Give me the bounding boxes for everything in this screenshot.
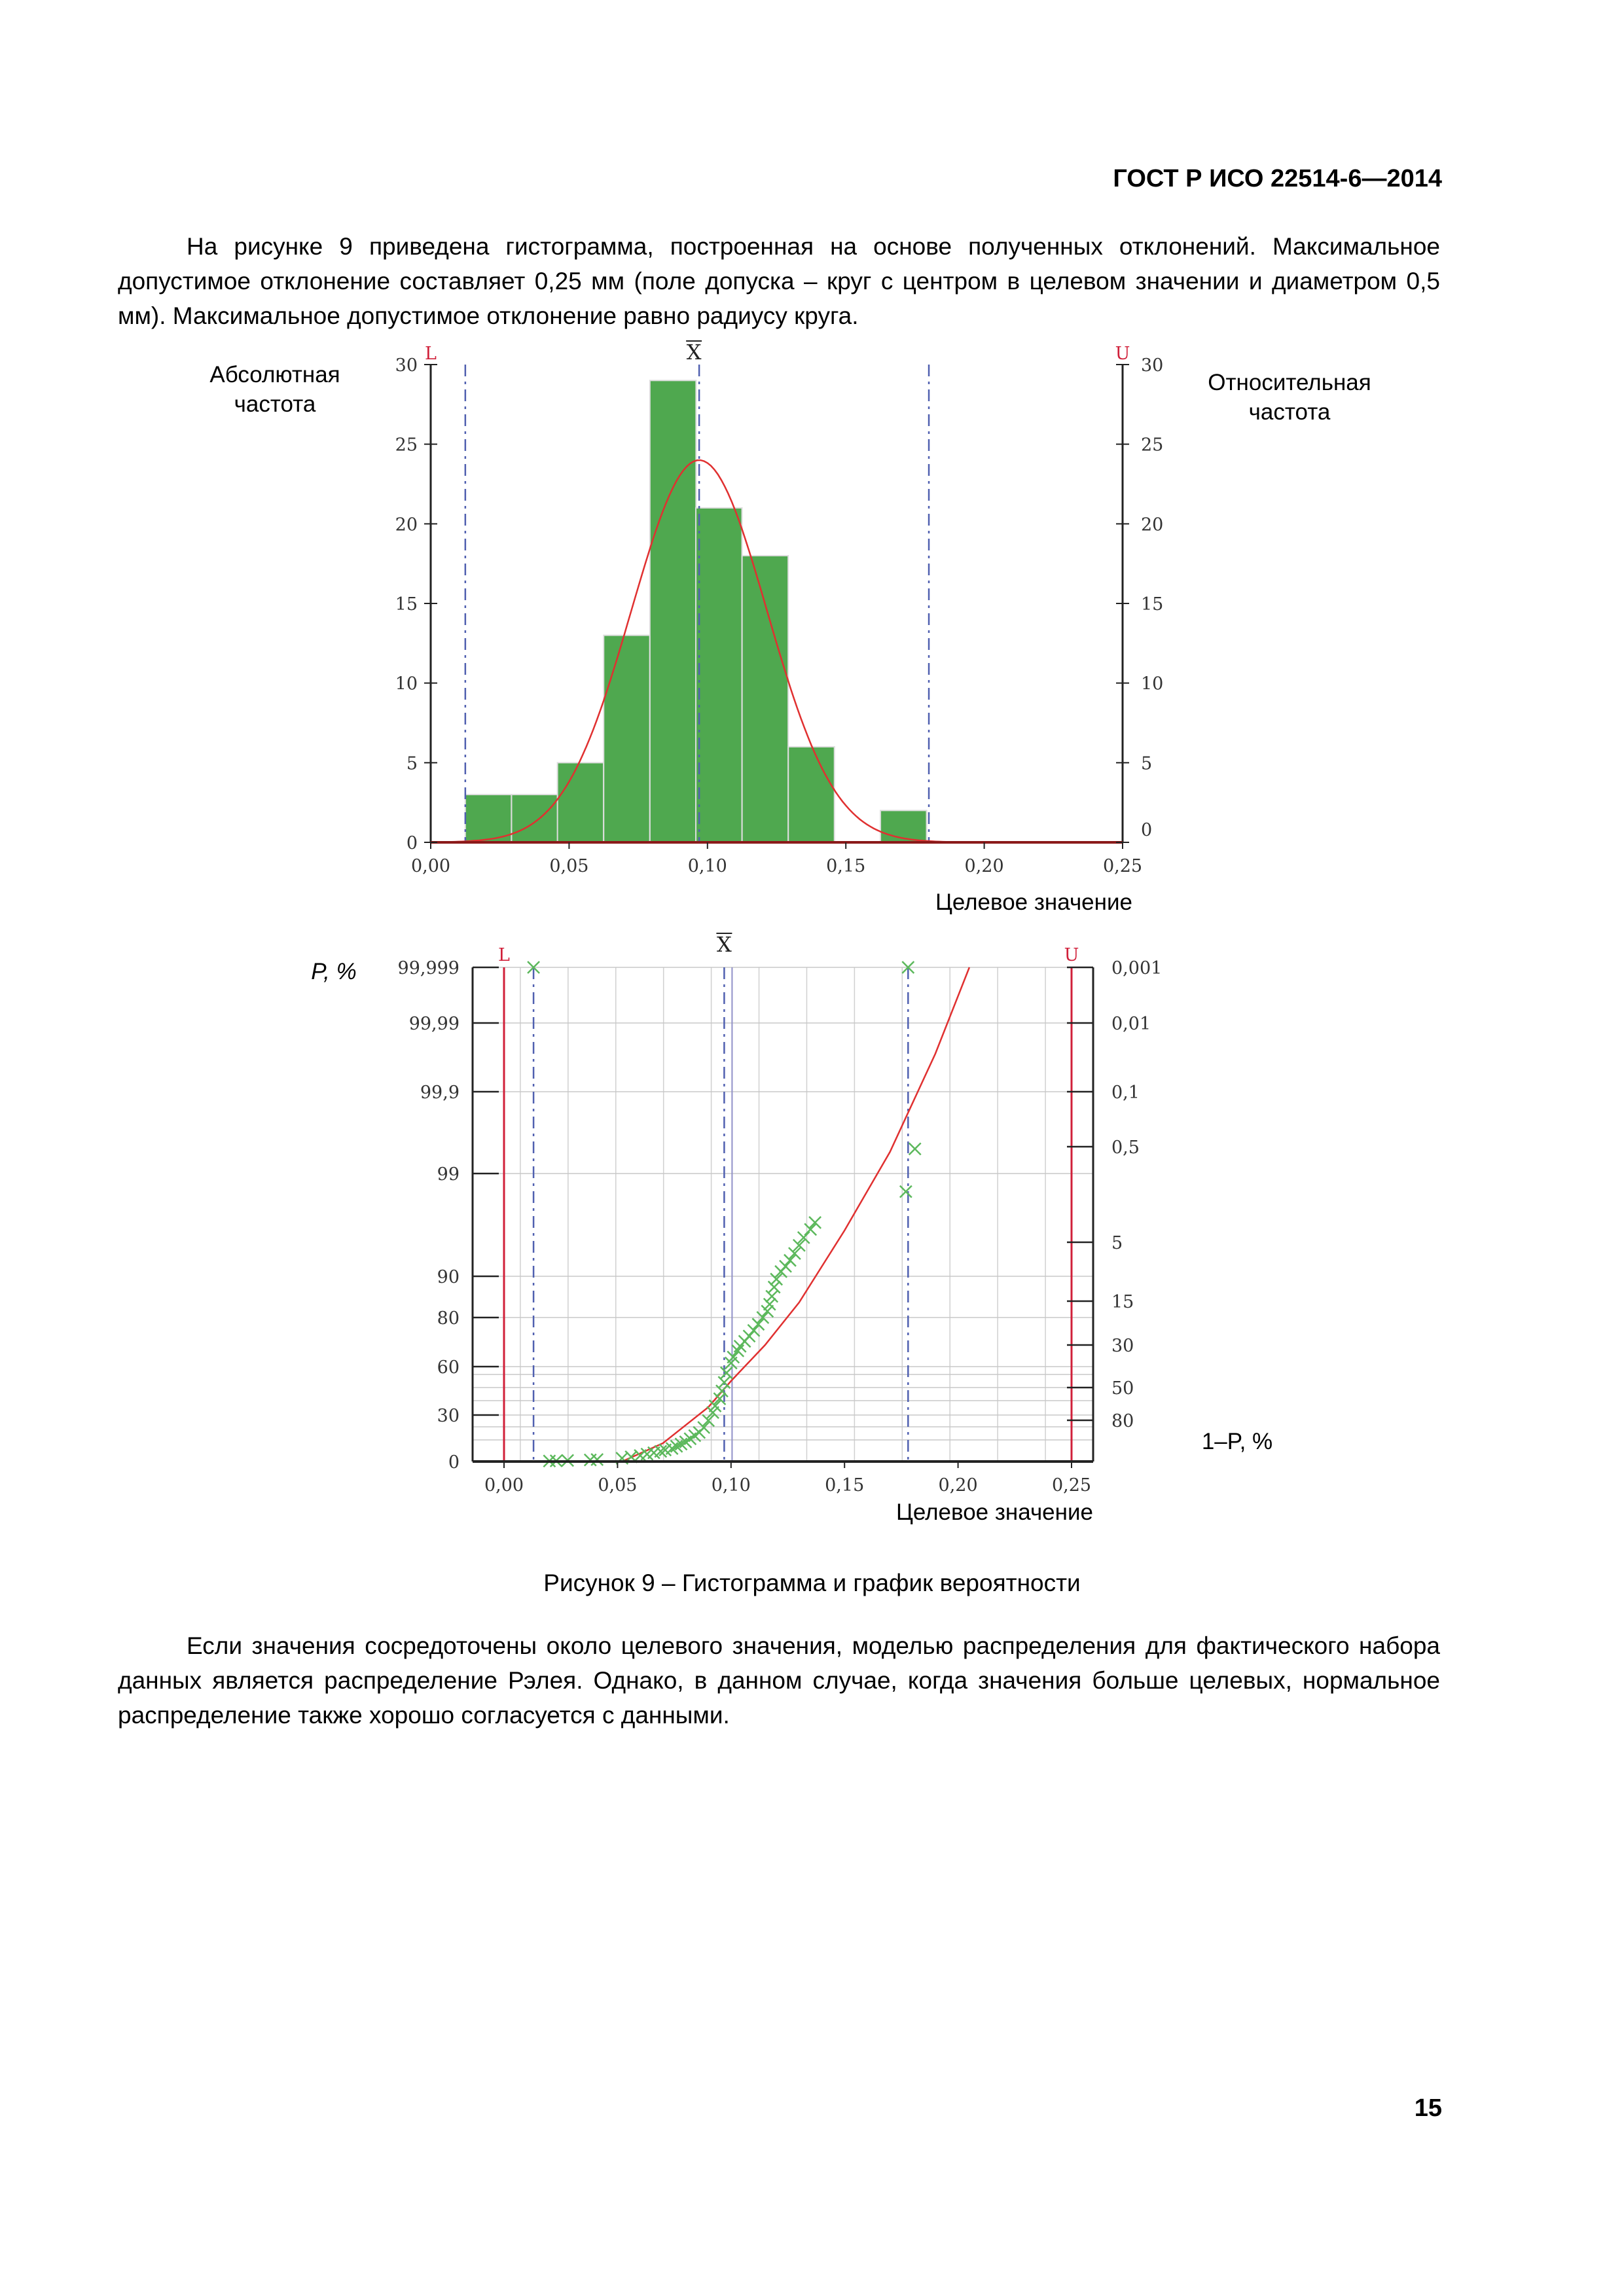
histogram-bar — [696, 508, 742, 842]
prob-y-tick-label: 0 — [448, 1452, 460, 1473]
paragraph-2: Если значения сосредоточены около целевого значения, моделью распределения для фактического набора данных является распределение Рэлея. Однако, в данном случае, когда значения больше целевых, нормальное распределение также хорошо согласуется с данными. — [118, 1632, 1440, 1729]
prob-y-tick-label: 99,99 — [408, 1014, 460, 1034]
prob-y-right-tick-label: 5 — [1111, 1233, 1123, 1253]
hist-x-axis-label: Целевое значение — [935, 889, 1132, 915]
page-number: 15 — [1414, 2094, 1442, 2122]
histogram-bar — [650, 380, 696, 842]
hist-y-right-tick-label: 30 — [1141, 355, 1164, 376]
hist-right-axis-label: Относительная частота — [1208, 370, 1371, 425]
prob-y-right-tick-label: 0,5 — [1111, 1138, 1140, 1158]
prob-y-tick-label: 80 — [437, 1308, 460, 1329]
prob-y-tick-label: 99,999 — [397, 958, 460, 978]
histogram-bar — [742, 556, 788, 842]
prob-x-tick-label: 0,00 — [484, 1475, 524, 1496]
prob-x-tick-label: 0,15 — [825, 1475, 865, 1496]
hist-y-right-tick-label: 10 — [1141, 673, 1164, 694]
prob-y-tick-label: 90 — [437, 1267, 460, 1287]
prob-x-tick-label: 0,20 — [938, 1475, 978, 1496]
hist-x-tick-label: 0,00 — [410, 856, 451, 876]
paragraph-1: На рисунке 9 приведена гистограмма, построенная на основе полученных отклонений. Максимальное допустимое отклонение составляет 0,25 мм (поле допуска – круг с центром в целевом значении и диаметром 0,5 мм). Максимальное допустимое отклонение равно радиусу круга. — [118, 233, 1440, 329]
prob-y-right-tick-label: 15 — [1111, 1292, 1134, 1312]
histogram-bar — [558, 762, 604, 842]
hist-y-tick-label: 15 — [395, 594, 418, 615]
hist-y-right-tick-label: 25 — [1141, 435, 1164, 456]
prob-x-axis-label: Целевое значение — [895, 1499, 1093, 1525]
hist-y-right-tick-label: 0 — [1141, 820, 1153, 840]
prob-x-tick-label: 0,10 — [711, 1475, 751, 1496]
prob-y-right-tick-label: 50 — [1111, 1378, 1134, 1399]
histogram-bar — [788, 747, 834, 842]
hist-x-tick-label: 0,25 — [1102, 856, 1143, 876]
hist-x-tick-label: 0,15 — [826, 856, 866, 876]
hist-x-tick-label: 0,10 — [687, 856, 727, 876]
hist-y-tick-label: 25 — [395, 435, 418, 456]
prob-upper-limit-label: U — [1064, 945, 1079, 965]
hist-y-right-tick-label: 15 — [1141, 594, 1164, 615]
prob-y-right-tick-label: 0,1 — [1111, 1083, 1140, 1103]
prob-y-axis-label: P, % — [311, 959, 357, 984]
histogram-bar — [465, 795, 511, 842]
hist-y-tick-label: 10 — [395, 673, 418, 694]
prob-x-tick-label: 0,25 — [1051, 1475, 1092, 1496]
figure-caption: Рисунок 9 – Гистограмма и график вероятности — [543, 1570, 1081, 1596]
hist-y-tick-label: 5 — [406, 753, 418, 774]
lower-limit-label: L — [425, 344, 437, 364]
upper-limit-label: U — [1115, 344, 1130, 364]
hist-y-right-tick-label: 5 — [1141, 753, 1153, 774]
prob-mean-label: X — [717, 932, 732, 957]
prob-y-right-tick-label: 0,001 — [1111, 958, 1163, 978]
prob-y-tick-label: 30 — [437, 1406, 460, 1426]
prob-y-tick-label: 99 — [437, 1164, 460, 1185]
hist-left-axis-label: Абсолютная частота — [209, 362, 340, 417]
prob-y-right-tick-label: 30 — [1111, 1336, 1134, 1356]
hist-y-tick-label: 20 — [395, 514, 418, 535]
prob-x-tick-label: 0,05 — [598, 1475, 638, 1496]
histogram-bar — [511, 795, 557, 842]
prob-y-right-tick-label: 0,01 — [1111, 1014, 1151, 1034]
prob-y-tick-label: 99,9 — [420, 1083, 460, 1103]
hist-x-tick-label: 0,05 — [549, 856, 589, 876]
hist-y-tick-label: 30 — [395, 355, 418, 376]
document-header: ГОСТ Р ИСО 22514-6—2014 — [1113, 165, 1442, 192]
hist-y-right-tick-label: 20 — [1141, 514, 1164, 535]
prob-right-axis-label: 1–P, % — [1201, 1429, 1273, 1454]
hist-x-tick-label: 0,20 — [964, 856, 1004, 876]
prob-y-right-tick-label: 80 — [1111, 1411, 1134, 1431]
hist-y-tick-label: 0 — [406, 833, 418, 853]
prob-lower-limit-label: L — [498, 945, 510, 965]
mean-label: X — [686, 340, 702, 365]
prob-y-tick-label: 60 — [437, 1357, 460, 1378]
histogram-bar — [604, 636, 649, 842]
